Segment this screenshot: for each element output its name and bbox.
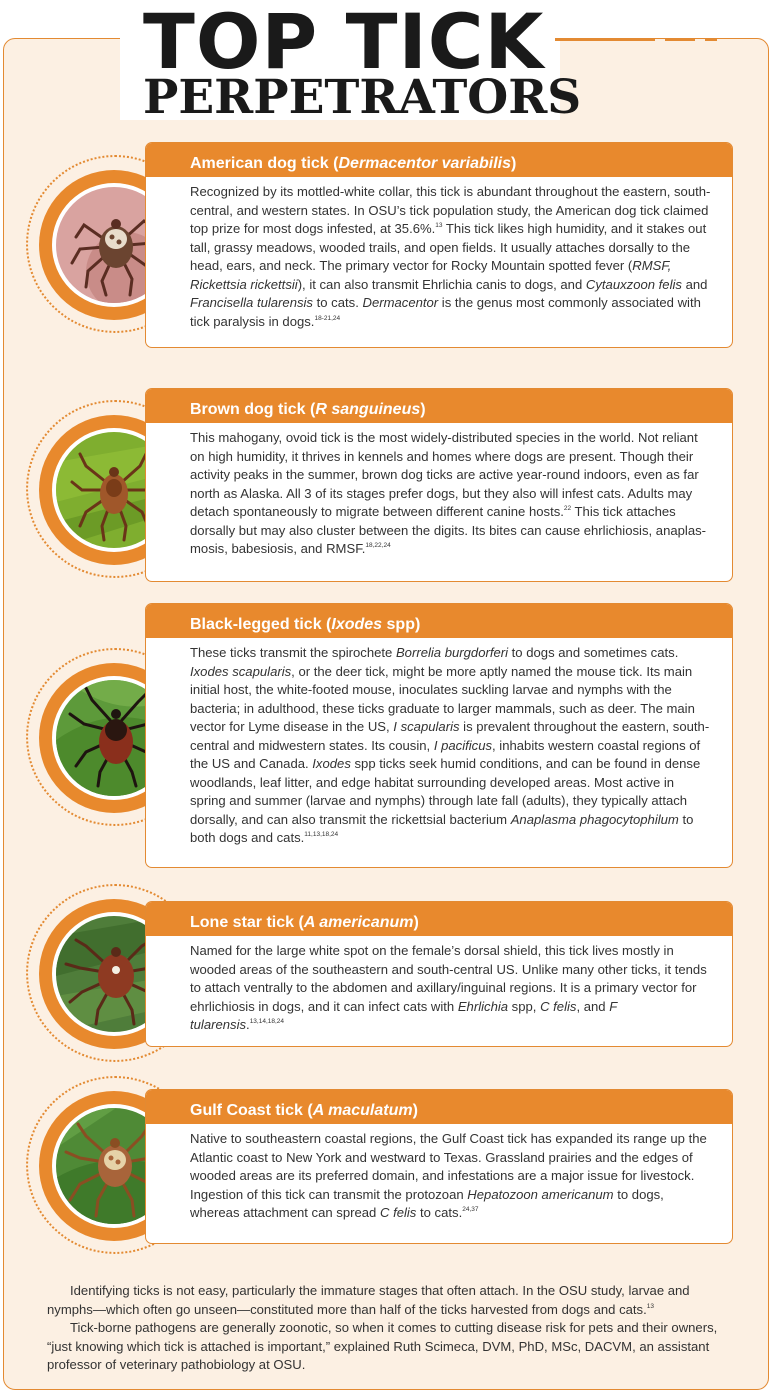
tick-scientific-name: Ixodes <box>331 616 383 633</box>
tick-card-gulf-coast <box>145 1089 733 1244</box>
footer-text <box>47 1282 737 1375</box>
tick-card-body: Recognized by its mottled-white collar, this tick is abundant throughout the eastern, south-central, and western states. In OSU’s tick population study, the American dog tick claimed top prize for most dogs infested, at 35.6%.$^{13}$ This tick likes high humidity, and it stakes out tall, grassy meadows, wooded trails, and open fields. It usually attaches dorsally to the head, ears, and neck. The primary vector for Rocky Mountain spotted fever (RMSF, Rickettsia rickettsii), it can also transmit Ehrlichia canis to dogs, and Cytauxzoon felis and Francisella tularensis to cats. Dermacentor is the genus most commonly associated with tick paralysis in dogs.$^{18-21,24}$ <box>190 184 711 329</box>
tick-card-body: These ticks transmit the spirochete Borrelia burgdorferi to dogs and sometimes cats. Ixodes scapularis, or the deer tick, might be more aptly named the mouse tick. Its main initial host, the white-footed mouse, inoculates suckling larvae and nymphs with the bacteria; in adulthood, these ticks graduate to larger mammals, such as deer. The main vector for Lyme disease in the US, I scapularis is prevalent throughout the eastern, south-central and midwestern states. Its cousin, I pacificus, inhabits western coastal regions of the US and Canada. Ixodes spp ticks seek humid conditions, and can be found in dense woodlands, leaf litter, and edge habitat surrounding developed areas. Most active in spring and summer (larvae and nymphs) through late fall (adults), they typically attach dorsally, and can also transmit the rickettsial bacterium Anaplasma phagocytophilum to both dogs and cats.$^{11,13,18,24}$ <box>190 645 710 845</box>
tick-card-body: Native to southeastern coastal regions, the Gulf Coast tick has expanded its range up the Atlantic coast to New York and westward to Texas. Grassland prairies and the edges of wooded areas are its preferred domain, and infestations are a major issue for livestock. Ingestion of this tick can transmit the protozoan Hepatozoon americanum to dogs, whereas attachment can spread C felis to cats.$^{24,37}$ <box>190 1131 707 1220</box>
tick-card-heading: Gulf Coast tick (A maculatum) <box>146 1090 732 1124</box>
tick-card-heading: American dog tick (Dermacentor variabilis) <box>146 143 732 177</box>
footer-paragraph: Identifying ticks is not easy, particularly the immature stages that often attach. In the OSU study, larvae and nymphs—which often go unseen—constituted more than half of the ticks harvested from dogs and cats.$^{13}$ <box>47 1283 690 1317</box>
panel-top-border-segment <box>705 38 717 41</box>
panel-top-border-segment <box>665 38 695 41</box>
tick-common-name: American dog tick <box>190 155 329 172</box>
tick-scientific-name: A maculatum <box>312 1102 413 1119</box>
tick-common-name: Lone star tick <box>190 914 295 931</box>
footer-paragraph: Tick-borne pathogens are generally zoonotic, so when it comes to cutting disease risk for pets and their owners, “just knowing which tick is attached is important,” explained Ruth Scimeca, DVM, PhD, MSc, DACVM, an assistant professor of veterinary pathobiology at OSU. <box>47 1320 718 1372</box>
tick-common-name: Black-legged tick <box>190 616 322 633</box>
tick-card-heading: Black-legged tick (Ixodes spp) <box>146 604 732 638</box>
tick-common-name: Gulf Coast tick <box>190 1102 303 1119</box>
tick-card-heading: Lone star tick (A americanum) <box>146 902 732 936</box>
tick-card-american-dog <box>145 142 733 348</box>
page-subtitle: PERPETRATORS <box>143 70 582 125</box>
tick-scientific-name: A americanum <box>303 914 414 931</box>
tick-card-heading: Brown dog tick (R sanguineus) <box>146 389 732 423</box>
tick-card-lone-star <box>145 901 733 1047</box>
tick-card-body: Named for the large white spot on the female’s dorsal shield, this tick lives mostly in wooded areas of the southeastern and south-central US. Unlike many other ticks, it tends to attach ventrally to the abdomen and axillary/inguinal regions. It is a primary vector for ehrlichiosis in dogs, and it can infect cats with Ehrlichia spp, C felis, and F tularensis.$^{13,14,18,24}$ <box>190 943 707 1032</box>
tick-card-black-legged <box>145 603 733 868</box>
tick-scientific-name: Dermacentor variabilis <box>338 155 512 172</box>
panel-top-border-segment <box>555 38 655 41</box>
tick-card-brown-dog <box>145 388 733 582</box>
tick-scientific-name: R sanguineus <box>315 401 421 418</box>
tick-card-body: This mahogany, ovoid tick is the most widely-distributed species in the world. Not reliant on high humidity, it thrives in kennels and homes where dogs are present. Though their activity peaks in the summer, brown dog ticks are active year-round indoors, even as far north as Alaska. All 3 of its stages prefer dogs, but they also will infest cats. Adults may detach spontaneously to migrate between different canine hosts.$^{22}$ This tick attaches dorsally but may also cluster between the digits. Its bites can cause ehrlichiosis, anaplasmosis, babesiosis, and RMSF.$^{18,22,24}$ <box>190 430 707 556</box>
tick-common-name: Brown dog tick <box>190 401 306 418</box>
page-title: TOP TICK <box>143 0 545 86</box>
